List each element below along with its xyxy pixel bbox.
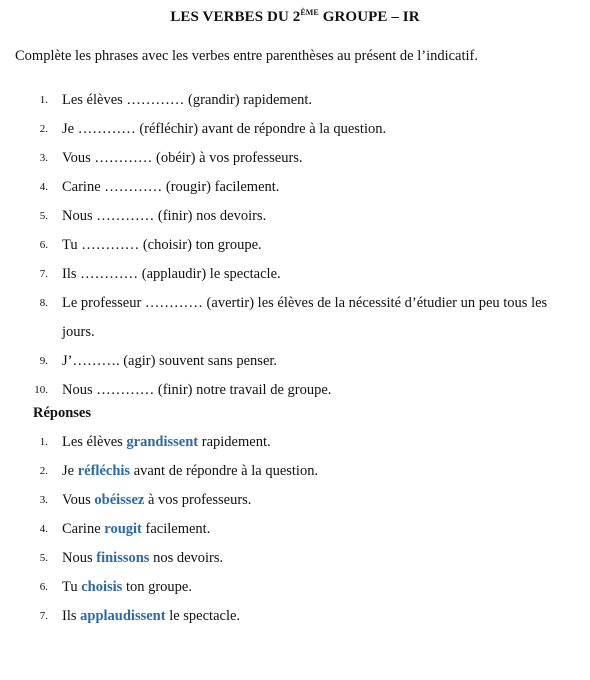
answer-item (0, 486, 590, 515)
answer-verb: obéissez (94, 492, 145, 508)
answer-before: Je (62, 463, 78, 479)
answer-after: avant de répondre à la question. (130, 463, 319, 479)
answer-item (0, 457, 590, 486)
item-text: J’………. (agir) souvent sans penser. (62, 353, 278, 369)
exercise-item (0, 144, 590, 173)
exercise-item (0, 173, 590, 202)
answer-verb: applaudissent (80, 608, 166, 624)
item-text: Les élèves ………… (grandir) rapidement. (62, 92, 313, 108)
answer-item (0, 573, 590, 602)
answer-item (0, 544, 590, 573)
answer-item (0, 515, 590, 544)
item-number: 1. (39, 94, 48, 106)
item-number: 5. (39, 552, 48, 564)
item-text: Nous ………… (finir) notre travail de groupe. (62, 382, 332, 398)
item-number: 3. (39, 494, 48, 506)
answer-after: à vos professeurs. (144, 492, 252, 508)
item-text: Ils ………… (applaudir) le spectacle. (62, 266, 281, 282)
item-text: Tu ………… (choisir) ton groupe. (62, 237, 262, 253)
exercise-item (0, 347, 590, 376)
item-number: 8. (39, 297, 48, 309)
answer-verb: rougit (104, 521, 142, 537)
exercise-item (0, 86, 590, 115)
item-number: 10. (34, 384, 48, 396)
exercise-item (0, 231, 590, 260)
item-number: 5. (39, 210, 48, 222)
item-number: 9. (39, 355, 48, 367)
instructions: Complète les phrases avec les verbes entre parenthèses au présent de l’indicatif. (15, 48, 479, 64)
item-number: 6. (39, 239, 48, 251)
answer-verb: réfléchis (77, 463, 131, 479)
item-number: 2. (39, 465, 48, 477)
item-number: 7. (39, 268, 48, 280)
exercise-item (0, 289, 590, 347)
title-rest: GROUPE – IR (318, 9, 420, 25)
item-number: 4. (39, 523, 48, 535)
item-number: 1. (39, 436, 48, 448)
item-number: 7. (39, 610, 48, 622)
answer-before: Nous (62, 550, 97, 566)
answer-before: Tu (62, 579, 82, 595)
answer-after: le spectacle. (165, 608, 241, 624)
answer-before: Vous (62, 492, 95, 508)
exercise-item (0, 202, 590, 231)
exercise-item (0, 376, 590, 405)
item-text: Vous ………… (obéir) à vos professeurs. (62, 150, 303, 166)
exercise-item (0, 115, 590, 144)
answer-after: nos devoirs. (149, 550, 224, 566)
item-number: 4. (39, 181, 48, 193)
page-title (0, 9, 590, 26)
answer-list (0, 428, 590, 631)
item-text: Nous ………… (finir) nos devoirs. (62, 208, 267, 224)
item-number: 6. (39, 581, 48, 593)
item-text: Je ………… (réfléchir) avant de répondre à la question. (62, 121, 387, 137)
answer-verb: choisis (81, 579, 123, 595)
exercise-list (0, 86, 590, 405)
item-number: 2. (39, 123, 48, 135)
answer-before: Ils (62, 608, 81, 624)
answer-before: Carine (62, 521, 105, 537)
answer-after: facilement. (141, 521, 211, 537)
answer-verb: grandissent (126, 434, 199, 450)
answer-after: rapidement. (198, 434, 271, 450)
answers-heading: Réponses (33, 405, 92, 421)
answer-before: Les élèves (62, 434, 127, 450)
answer-item (0, 428, 590, 457)
title-main: LES VERBES DU 2 (170, 9, 301, 25)
item-number: 3. (39, 152, 48, 164)
title-superscript: ÈME (300, 8, 319, 17)
answer-item (0, 602, 590, 631)
answer-after: ton groupe. (122, 579, 192, 595)
answer-verb: finissons (96, 550, 150, 566)
exercise-item (0, 260, 590, 289)
item-text: Carine ………… (rougir) facilement. (62, 179, 280, 195)
item-text: Le professeur ………… (avertir) les élèves de la nécessité d’étudier un peu tous les jours. (62, 295, 548, 340)
